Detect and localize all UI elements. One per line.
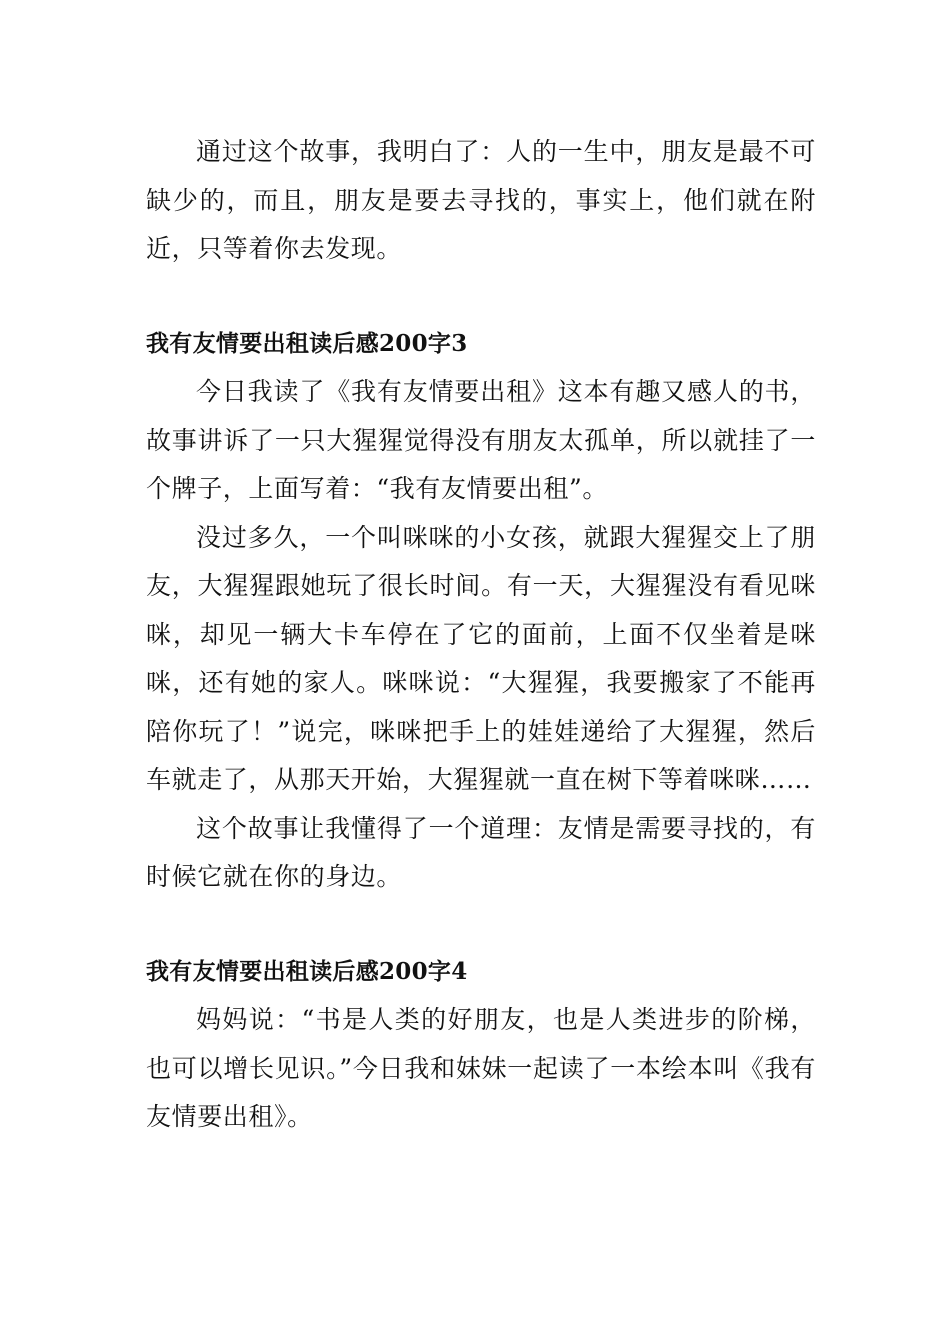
paragraph-3-lesson: 这个故事让我懂得了一个道理：友情是需要寻找的，有时候它就在你的身边。 — [146, 813, 816, 891]
paragraph-3-intro: 今日我读了《我有友情要出租》这本有趣又感人的书，故事讲诉了一只大猩猩觉得没有朋友太孤单，所以就挂了一个牌子，上面写着：“我有友情要出租”。 — [146, 377, 816, 503]
paragraph-3-story: 没过多久，一个叫咪咪的小女孩，就跟大猩猩交上了朋友，大猩猩跟她玩了很长时间。有一天，大猩猩没有看见咪咪，却见一辆大卡车停在了它的面前，上面不仅坐着是咪咪，还有她的家人。咪咪说：“大猩猩，我要搬家了不能再陪你玩了！”说完，咪咪把手上的娃娃递给了大猩猩，然后车就走了，从那天开始，大猩猩就一直在树下等着咪咪…… — [146, 522, 816, 794]
section-heading-4: 我有友情要出租读后感200字4 — [146, 957, 468, 985]
paragraph-4-intro: 妈妈说：“书是人类的好朋友，也是人类进步的阶梯，也可以增长见识。”今日我和妹妹一起读了一本绘本叫《我有友情要出租》。 — [146, 1005, 816, 1131]
paragraph-conclusion-2: 通过这个故事，我明白了：人的一生中，朋友是最不可缺少的，而且，朋友是要去寻找的，事实上，他们就在附近，只等着你去发现。 — [146, 137, 816, 263]
section-heading-3: 我有友情要出租读后感200字3 — [146, 329, 468, 357]
document-page — [146, 128, 816, 1142]
